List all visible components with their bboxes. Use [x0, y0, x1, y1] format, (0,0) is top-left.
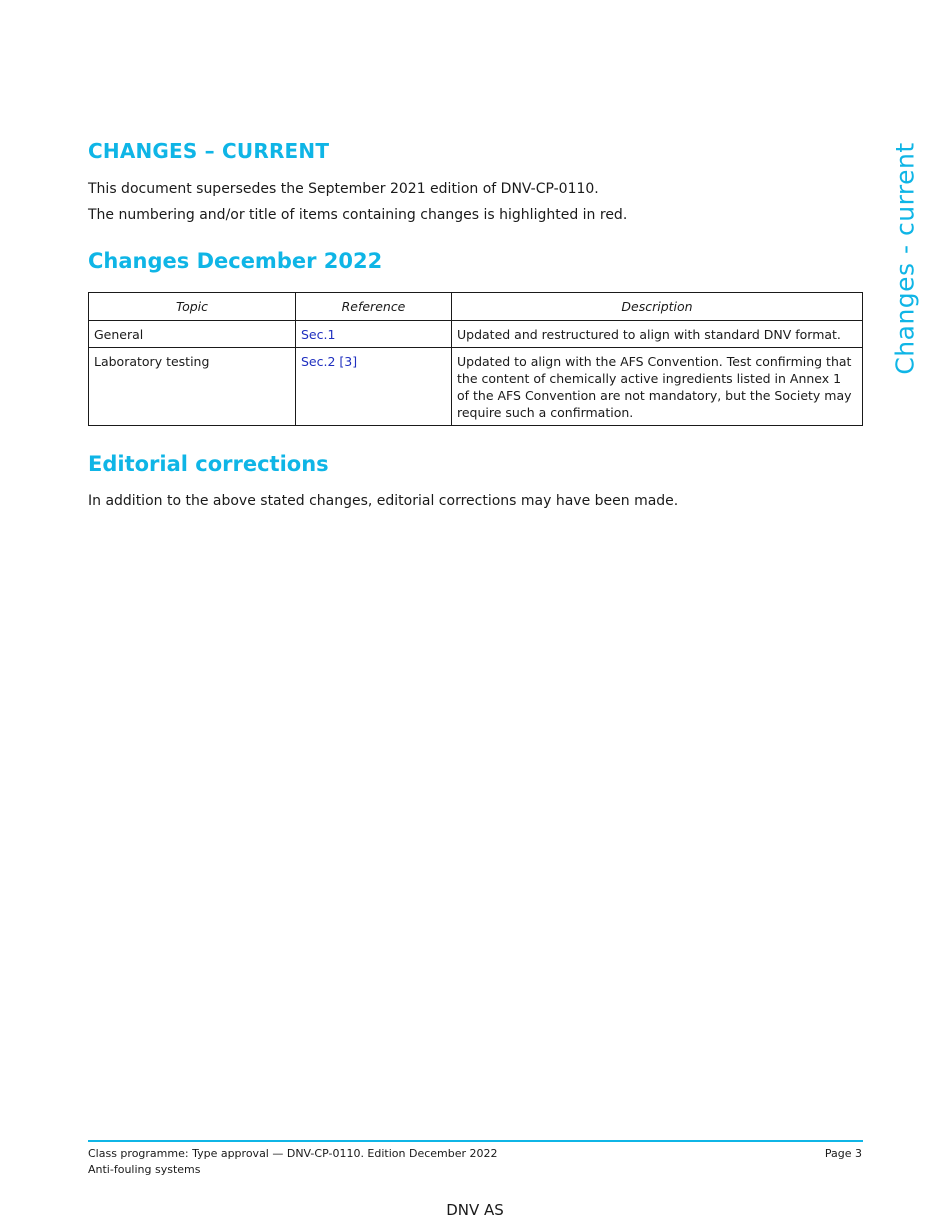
supersedes-text: This document supersedes the September 2021 edition of DNV-CP-0110. — [88, 181, 599, 197]
changes-section-title: Changes December 2022 — [88, 249, 383, 273]
reference-link[interactable]: Sec.1 — [301, 327, 336, 342]
reference-cell — [296, 321, 452, 348]
side-tab-label: Changes - current — [890, 141, 920, 375]
footer-document-subtitle: Anti-fouling systems — [88, 1163, 201, 1176]
reference-cell — [296, 348, 452, 426]
company-name: DNV AS — [446, 1201, 504, 1219]
description-cell: Updated and restructured to align with standard DNV format. — [452, 321, 863, 348]
changes-table — [88, 292, 863, 426]
highlight-note-text: The numbering and/or title of items containing changes is highlighted in red. — [88, 207, 628, 223]
description-cell: Updated to align with the AFS Convention. Test confirming that the content of chemically active ingredients listed in Annex 1 of the AFS Convention are not mandatory, but the Society may require such a confirmation. — [452, 348, 863, 426]
table-header-row — [89, 293, 863, 321]
table-row — [89, 321, 863, 348]
footer-divider — [88, 1140, 863, 1142]
page-heading: CHANGES – CURRENT — [88, 139, 330, 163]
topic-cell: Laboratory testing — [89, 348, 296, 426]
editorial-text: In addition to the above stated changes, editorial corrections may have been made. — [88, 493, 679, 509]
footer-document-title: Class programme: Type approval — DNV-CP-0110. Edition December 2022 — [88, 1147, 498, 1160]
footer-page-number: Page 3 — [824, 1147, 862, 1160]
column-header-topic: Topic — [89, 293, 296, 321]
column-header-description: Description — [452, 293, 863, 321]
reference-link[interactable]: Sec.2 [3] — [301, 354, 358, 369]
column-header-reference: Reference — [296, 293, 452, 321]
table-row — [89, 348, 863, 426]
topic-cell: General — [89, 321, 296, 348]
editorial-section-title: Editorial corrections — [88, 452, 329, 476]
side-section-tab — [887, 141, 923, 375]
